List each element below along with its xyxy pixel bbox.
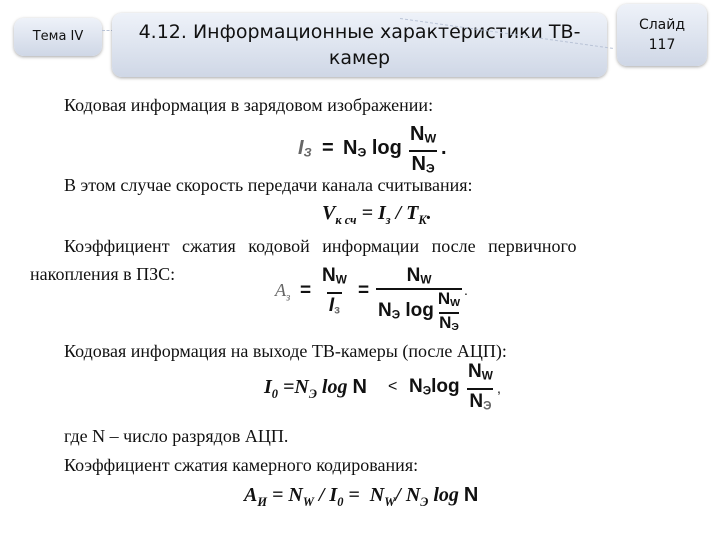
topic-label (14, 18, 102, 56)
formula-camera-compression: $A_И = N_W / I_0 = N_W/$ $N_Э$ log N (244, 484, 479, 509)
text-line-7: Коэффициент сжатия камерного кодирования: (64, 455, 419, 475)
slide-number: 117 (648, 37, 676, 53)
text-line-6: где N – число разрядов АЦП. (64, 426, 289, 446)
slide-label: Слайд (638, 17, 686, 33)
text-line-4: накопления в ПЗС: (30, 264, 176, 284)
text-line-3-content: Коэффициент сжатия кодовой информации после первичного (64, 236, 577, 256)
text-line-2: В этом случае скорость передачи канала считывания: (64, 175, 473, 195)
slide-title (112, 13, 607, 77)
text-line-1: Кодовая информация в зарядовом изображении: (64, 95, 434, 115)
text-line-5: Кодовая информация на выходе ТВ-камеры (после АЦП): (64, 341, 507, 361)
slide-title-text: 4.12. Информационные характеристики ТВ-камер (138, 21, 581, 69)
text-line-3 (64, 236, 688, 257)
slide-number-badge (617, 4, 707, 66)
topic-text: Тема IV (32, 29, 84, 44)
formula-read-rate: $V_{к сч} = I_з / T_K$. (322, 202, 432, 227)
